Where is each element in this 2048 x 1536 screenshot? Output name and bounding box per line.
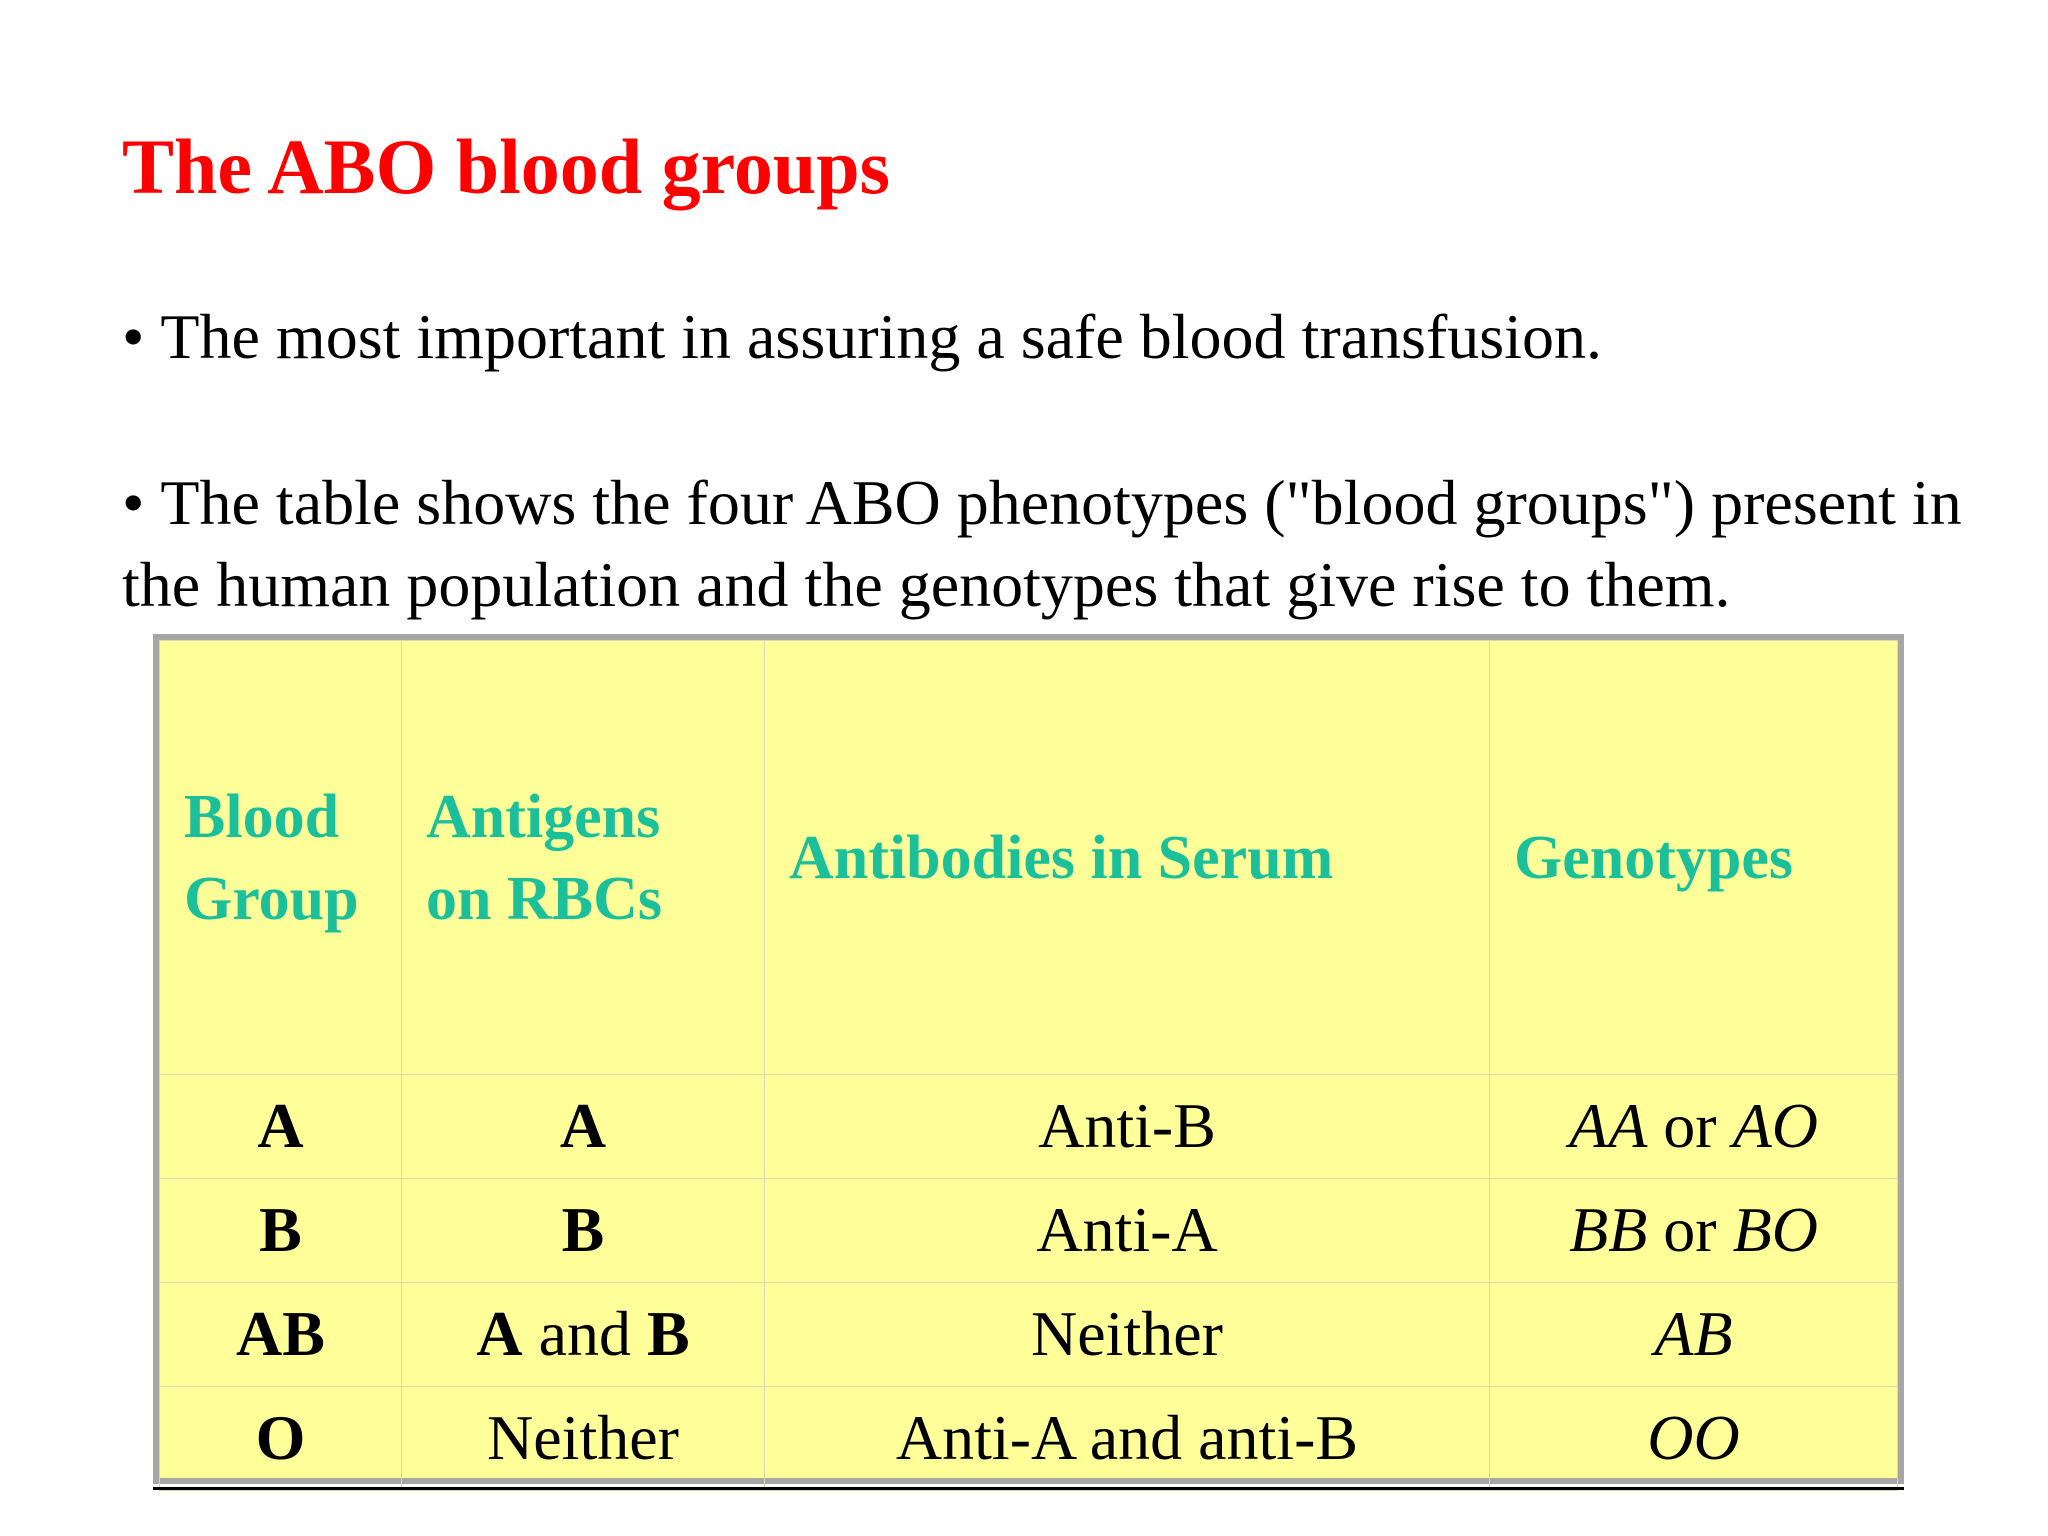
bullet-symbol: • xyxy=(122,301,145,372)
table-row xyxy=(160,1387,1898,1491)
bullet-text-1: The most important in assuring a safe blood transfusion. xyxy=(160,301,1602,372)
cell-antigens xyxy=(402,1387,765,1491)
table-header-row xyxy=(160,641,1898,1075)
cell-genotypes xyxy=(1490,1387,1898,1491)
genotype-2: AO xyxy=(1732,1090,1818,1162)
genotype-1: AB xyxy=(1654,1298,1733,1370)
header-blood-group-line2: Group xyxy=(184,864,359,933)
cell-antibodies: Anti-A xyxy=(765,1179,1490,1283)
antigen-1: A xyxy=(559,1090,607,1162)
antigen-2: B xyxy=(646,1298,690,1370)
genotype-1: OO xyxy=(1647,1402,1740,1474)
cell-antibodies: Neither xyxy=(765,1283,1490,1387)
bullet-symbol: • xyxy=(122,467,145,538)
bullet-item-1 xyxy=(122,296,1602,378)
header-genotypes: Genotypes xyxy=(1490,641,1898,1075)
genotype-2: BO xyxy=(1732,1194,1818,1266)
antigen-joiner: and xyxy=(522,1298,647,1370)
slide-title: The ABO blood groups xyxy=(122,123,891,210)
table-row xyxy=(160,1283,1898,1387)
header-blood-group xyxy=(160,641,402,1075)
header-antigens-line1: Antigens xyxy=(426,782,661,851)
table-row xyxy=(160,1075,1898,1179)
cell-blood-group: B xyxy=(160,1179,402,1283)
cell-blood-group: O xyxy=(160,1387,402,1491)
bullet-item-2 xyxy=(122,462,2042,626)
antigen-plain: Neither xyxy=(487,1402,679,1474)
antigen-1: A xyxy=(476,1298,523,1370)
cell-genotypes xyxy=(1490,1179,1898,1283)
cell-antigens xyxy=(402,1075,765,1179)
cell-antigens xyxy=(402,1179,765,1283)
cell-blood-group: AB xyxy=(160,1283,402,1387)
header-blood-group-line1: Blood xyxy=(184,782,340,851)
cell-blood-group: A xyxy=(160,1075,402,1179)
cell-antibodies: Anti-B xyxy=(765,1075,1490,1179)
genotype-1: AA xyxy=(1569,1090,1648,1162)
header-antibodies: Antibodies in Serum xyxy=(765,641,1490,1075)
genotype-joiner: or xyxy=(1647,1194,1733,1266)
cell-antibodies: Anti-A and anti-B xyxy=(765,1387,1490,1491)
genotype-joiner: or xyxy=(1647,1090,1733,1162)
genotype-1: BB xyxy=(1569,1194,1648,1266)
header-antigens-line2: on RBCs xyxy=(426,864,663,933)
antigen-1: B xyxy=(561,1194,605,1266)
cell-genotypes xyxy=(1490,1283,1898,1387)
table-row xyxy=(160,1179,1898,1283)
abo-table-container xyxy=(153,634,1904,1484)
cell-genotypes xyxy=(1490,1075,1898,1179)
bullet-text-2: The table shows the four ABO phenotypes ("blood groups") present in the human population and the genotypes that give rise to them. xyxy=(122,467,1962,620)
header-antigens xyxy=(402,641,765,1075)
abo-blood-group-table xyxy=(159,640,1898,1491)
cell-antigens xyxy=(402,1283,765,1387)
